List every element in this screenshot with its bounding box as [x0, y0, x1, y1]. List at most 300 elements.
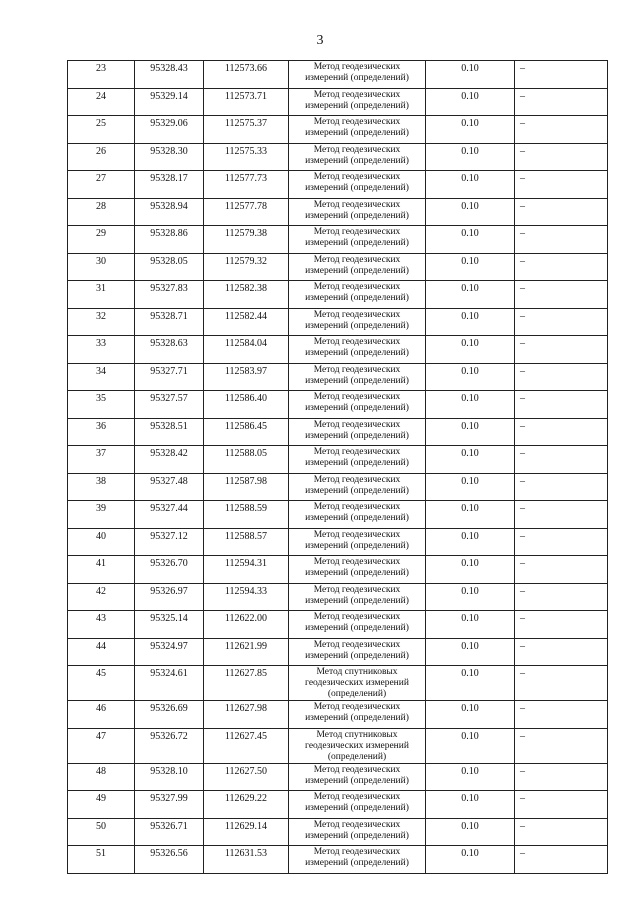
note-cell [515, 611, 608, 639]
error-cell-text: 0.10 [461, 310, 479, 322]
error-cell-text: 0.10 [461, 703, 479, 714]
x-coordinate-cell [135, 116, 204, 144]
method-cell [289, 763, 426, 791]
note-cell-text: – [520, 640, 525, 652]
method-cell-text: Метод геодезических измерений (определений) [305, 227, 409, 248]
y-coordinate-cell [204, 336, 289, 364]
table-row [68, 391, 608, 419]
table-row [68, 281, 608, 309]
method-cell-text: Метод геодезических измерений (определений) [305, 282, 409, 303]
point-number-cell [68, 418, 135, 446]
y-coordinate-cell-text: 112573.66 [224, 63, 268, 74]
note-cell [515, 473, 608, 501]
table-row [68, 226, 608, 254]
note-cell [515, 763, 608, 791]
note-cell-text: – [520, 63, 525, 74]
error-cell-text: 0.10 [461, 448, 479, 459]
x-coordinate-cell [135, 61, 204, 89]
method-cell-text: Метод геодезических измерений (определений) [305, 474, 409, 496]
point-number-cell-text: 48 [96, 765, 106, 777]
error-cell-text: 0.10 [461, 173, 479, 184]
y-coordinate-cell [204, 846, 289, 874]
x-coordinate-cell-text: 95328.05 [150, 255, 188, 267]
error-cell [426, 611, 515, 639]
error-cell [426, 171, 515, 199]
note-cell [515, 728, 608, 763]
note-cell [515, 638, 608, 666]
note-cell-text: – [520, 730, 525, 742]
y-coordinate-cell [204, 116, 289, 144]
note-cell [515, 418, 608, 446]
point-number-cell-text: 38 [96, 475, 106, 487]
point-number-cell-text: 39 [96, 503, 106, 514]
error-cell-text: 0.10 [461, 228, 479, 239]
y-coordinate-cell-text: 112594.33 [224, 585, 268, 597]
y-coordinate-cell [204, 61, 289, 89]
point-number-cell [68, 556, 135, 584]
error-cell-text: 0.10 [461, 640, 479, 652]
point-number-cell-text: 44 [96, 640, 106, 652]
x-coordinate-cell-text: 95324.61 [150, 668, 188, 679]
point-number-cell-text: 36 [96, 420, 106, 432]
table-row [68, 583, 608, 611]
x-coordinate-cell [135, 638, 204, 666]
error-cell-text: 0.10 [461, 668, 479, 679]
method-cell-text: Метод геодезических измерений (определений) [305, 337, 409, 358]
table-row [68, 308, 608, 336]
table-row [68, 446, 608, 474]
y-coordinate-cell-text: 112579.38 [224, 228, 268, 239]
x-coordinate-cell-text: 95326.69 [150, 703, 188, 714]
table-row [68, 638, 608, 666]
x-coordinate-cell [135, 791, 204, 819]
error-cell-text: 0.10 [461, 118, 479, 129]
method-cell-text: Метод спутниковых геодезических измерений (определений) [305, 729, 409, 762]
error-cell [426, 473, 515, 501]
y-coordinate-cell-text: 112627.50 [224, 765, 268, 777]
table-row [68, 528, 608, 556]
y-coordinate-cell [204, 88, 289, 116]
note-cell-text: – [520, 255, 525, 267]
y-coordinate-cell [204, 198, 289, 226]
x-coordinate-cell [135, 88, 204, 116]
method-cell-text: Метод геодезических измерений (определений) [305, 172, 409, 193]
method-cell [289, 701, 426, 729]
x-coordinate-cell [135, 418, 204, 446]
table-row [68, 61, 608, 89]
coordinates-table [67, 60, 608, 874]
error-cell [426, 446, 515, 474]
x-coordinate-cell [135, 391, 204, 419]
table-row [68, 473, 608, 501]
y-coordinate-cell [204, 171, 289, 199]
method-cell [289, 728, 426, 763]
note-cell-text: – [520, 365, 525, 377]
table-row [68, 171, 608, 199]
point-number-cell [68, 611, 135, 639]
x-coordinate-cell [135, 583, 204, 611]
table-row [68, 818, 608, 846]
method-cell-text: Метод геодезических измерений (определений) [305, 529, 409, 551]
y-coordinate-cell-text: 112621.99 [224, 640, 268, 652]
point-number-cell [68, 336, 135, 364]
x-coordinate-cell-text: 95327.44 [150, 503, 188, 514]
error-cell-text: 0.10 [461, 365, 479, 377]
note-cell-text: – [520, 558, 525, 569]
error-cell [426, 198, 515, 226]
y-coordinate-cell-text: 112577.78 [224, 200, 268, 212]
x-coordinate-cell [135, 143, 204, 171]
note-cell [515, 171, 608, 199]
point-number-cell [68, 198, 135, 226]
point-number-cell-text: 34 [96, 365, 106, 377]
error-cell-text: 0.10 [461, 475, 479, 487]
y-coordinate-cell [204, 143, 289, 171]
x-coordinate-cell-text: 95326.56 [150, 848, 188, 859]
x-coordinate-cell [135, 336, 204, 364]
method-cell-text: Метод геодезических измерений (определений) [305, 144, 409, 166]
y-coordinate-cell [204, 281, 289, 309]
error-cell [426, 226, 515, 254]
point-number-cell-text: 42 [96, 585, 106, 597]
point-number-cell-text: 35 [96, 393, 106, 404]
table-row [68, 253, 608, 281]
point-number-cell [68, 666, 135, 701]
point-number-cell-text: 26 [96, 145, 106, 157]
error-cell-text: 0.10 [461, 90, 479, 102]
point-number-cell-text: 51 [96, 848, 106, 859]
method-cell-text: Метод геодезических измерений (определений) [305, 584, 409, 606]
point-number-cell [68, 791, 135, 819]
point-number-cell [68, 61, 135, 89]
error-cell [426, 791, 515, 819]
point-number-cell [68, 391, 135, 419]
method-cell [289, 418, 426, 446]
x-coordinate-cell [135, 763, 204, 791]
error-cell [426, 528, 515, 556]
method-cell [289, 638, 426, 666]
table-row [68, 556, 608, 584]
y-coordinate-cell-text: 112583.97 [224, 365, 268, 377]
x-coordinate-cell-text: 95328.94 [150, 200, 188, 212]
method-cell-text: Метод геодезических измерений (определений) [305, 702, 409, 723]
point-number-cell [68, 818, 135, 846]
note-cell [515, 61, 608, 89]
point-number-cell-text: 33 [96, 338, 106, 349]
method-cell [289, 226, 426, 254]
method-cell-text: Метод геодезических измерений (определений) [305, 447, 409, 468]
x-coordinate-cell [135, 171, 204, 199]
method-cell [289, 528, 426, 556]
y-coordinate-cell [204, 308, 289, 336]
error-cell-text: 0.10 [461, 503, 479, 514]
y-coordinate-cell-text: 112631.53 [224, 848, 268, 859]
x-coordinate-cell [135, 666, 204, 701]
note-cell-text: – [520, 530, 525, 542]
error-cell [426, 728, 515, 763]
point-number-cell-text: 27 [96, 173, 106, 184]
x-coordinate-cell-text: 95327.71 [150, 365, 188, 377]
y-coordinate-cell [204, 473, 289, 501]
error-cell-text: 0.10 [461, 255, 479, 267]
error-cell-text: 0.10 [461, 63, 479, 74]
method-cell-text: Метод геодезических измерений (определений) [305, 364, 409, 386]
x-coordinate-cell-text: 95328.30 [150, 145, 188, 157]
x-coordinate-cell [135, 528, 204, 556]
y-coordinate-cell-text: 112627.98 [224, 703, 268, 714]
method-cell [289, 143, 426, 171]
table-row [68, 198, 608, 226]
y-coordinate-cell-text: 112586.40 [224, 393, 268, 404]
table-row [68, 846, 608, 874]
note-cell-text: – [520, 503, 525, 514]
method-cell-text: Метод геодезических измерений (определений) [305, 199, 409, 221]
method-cell [289, 818, 426, 846]
x-coordinate-cell-text: 95328.17 [150, 173, 188, 184]
method-cell [289, 846, 426, 874]
method-cell [289, 363, 426, 391]
point-number-cell [68, 583, 135, 611]
note-cell [515, 226, 608, 254]
y-coordinate-cell [204, 363, 289, 391]
error-cell [426, 88, 515, 116]
table-row [68, 143, 608, 171]
point-number-cell [68, 501, 135, 529]
method-cell-text: Метод геодезических измерений (определений) [305, 557, 409, 578]
error-cell-text: 0.10 [461, 420, 479, 432]
error-cell-text: 0.10 [461, 765, 479, 777]
x-coordinate-cell-text: 95326.71 [150, 820, 188, 832]
x-coordinate-cell-text: 95328.10 [150, 765, 188, 777]
note-cell-text: – [520, 765, 525, 777]
method-cell [289, 281, 426, 309]
y-coordinate-cell-text: 112594.31 [224, 558, 268, 569]
y-coordinate-cell [204, 666, 289, 701]
note-cell [515, 281, 608, 309]
error-cell [426, 818, 515, 846]
note-cell [515, 446, 608, 474]
method-cell-text: Метод геодезических измерений (определений) [305, 309, 409, 331]
error-cell-text: 0.10 [461, 200, 479, 212]
error-cell [426, 583, 515, 611]
x-coordinate-cell-text: 95328.43 [150, 63, 188, 74]
point-number-cell [68, 763, 135, 791]
error-cell [426, 253, 515, 281]
x-coordinate-cell-text: 95328.71 [150, 310, 188, 322]
error-cell [426, 363, 515, 391]
x-coordinate-cell-text: 95328.63 [150, 338, 188, 349]
point-number-cell-text: 32 [96, 310, 106, 322]
x-coordinate-cell-text: 95327.12 [150, 530, 188, 542]
coordinates-table-body [68, 61, 608, 874]
note-cell-text: – [520, 173, 525, 184]
point-number-cell-text: 29 [96, 228, 106, 239]
table-row [68, 666, 608, 701]
y-coordinate-cell [204, 763, 289, 791]
y-coordinate-cell [204, 611, 289, 639]
point-number-cell [68, 88, 135, 116]
y-coordinate-cell [204, 556, 289, 584]
point-number-cell [68, 253, 135, 281]
x-coordinate-cell-text: 95329.06 [150, 118, 188, 129]
note-cell [515, 583, 608, 611]
point-number-cell-text: 30 [96, 255, 106, 267]
note-cell-text: – [520, 310, 525, 322]
point-number-cell-text: 24 [96, 90, 106, 102]
y-coordinate-cell-text: 112579.32 [224, 255, 268, 267]
table-row [68, 791, 608, 819]
table-row [68, 336, 608, 364]
point-number-cell-text: 37 [96, 448, 106, 459]
note-cell [515, 116, 608, 144]
note-cell-text: – [520, 475, 525, 487]
error-cell [426, 638, 515, 666]
error-cell-text: 0.10 [461, 145, 479, 157]
x-coordinate-cell [135, 281, 204, 309]
point-number-cell [68, 281, 135, 309]
note-cell-text: – [520, 118, 525, 129]
error-cell-text: 0.10 [461, 848, 479, 859]
y-coordinate-cell [204, 226, 289, 254]
x-coordinate-cell-text: 95327.99 [150, 793, 188, 804]
y-coordinate-cell-text: 112586.45 [224, 420, 268, 432]
note-cell-text: – [520, 393, 525, 404]
x-coordinate-cell-text: 95324.97 [150, 640, 188, 652]
x-coordinate-cell [135, 198, 204, 226]
error-cell [426, 308, 515, 336]
note-cell [515, 791, 608, 819]
x-coordinate-cell [135, 308, 204, 336]
y-coordinate-cell [204, 391, 289, 419]
x-coordinate-cell [135, 728, 204, 763]
error-cell [426, 763, 515, 791]
error-cell-text: 0.10 [461, 793, 479, 804]
x-coordinate-cell [135, 818, 204, 846]
table-row [68, 116, 608, 144]
error-cell [426, 61, 515, 89]
point-number-cell-text: 46 [96, 703, 106, 714]
error-cell [426, 846, 515, 874]
error-cell [426, 143, 515, 171]
point-number-cell [68, 528, 135, 556]
x-coordinate-cell-text: 95328.42 [150, 448, 188, 459]
note-cell-text: – [520, 613, 525, 624]
method-cell-text: Метод геодезических измерений (определений) [305, 819, 409, 841]
x-coordinate-cell-text: 95328.51 [150, 420, 188, 432]
y-coordinate-cell-text: 112588.59 [224, 503, 268, 514]
note-cell-text: – [520, 793, 525, 804]
x-coordinate-cell-text: 95326.97 [150, 585, 188, 597]
note-cell-text: – [520, 338, 525, 349]
table-row [68, 418, 608, 446]
method-cell-text: Метод геодезических измерений (определений) [305, 764, 409, 786]
table-row [68, 88, 608, 116]
point-number-cell [68, 446, 135, 474]
x-coordinate-cell [135, 363, 204, 391]
x-coordinate-cell [135, 846, 204, 874]
y-coordinate-cell-text: 112575.37 [224, 118, 268, 129]
note-cell-text: – [520, 668, 525, 679]
method-cell-text: Метод геодезических измерений (определений) [305, 89, 409, 111]
x-coordinate-cell [135, 473, 204, 501]
x-coordinate-cell [135, 501, 204, 529]
note-cell [515, 198, 608, 226]
point-number-cell-text: 40 [96, 530, 106, 542]
point-number-cell-text: 45 [96, 668, 106, 679]
note-cell [515, 391, 608, 419]
y-coordinate-cell-text: 112582.44 [224, 310, 268, 322]
y-coordinate-cell [204, 791, 289, 819]
x-coordinate-cell-text: 95325.14 [150, 613, 188, 624]
error-cell [426, 116, 515, 144]
method-cell [289, 253, 426, 281]
error-cell-text: 0.10 [461, 730, 479, 742]
table-row [68, 611, 608, 639]
y-coordinate-cell-text: 112573.71 [224, 90, 268, 102]
note-cell-text: – [520, 145, 525, 157]
y-coordinate-cell-text: 112627.85 [224, 668, 268, 679]
method-cell [289, 171, 426, 199]
x-coordinate-cell [135, 253, 204, 281]
point-number-cell-text: 23 [96, 63, 106, 74]
note-cell [515, 88, 608, 116]
table-row [68, 501, 608, 529]
error-cell-text: 0.10 [461, 283, 479, 294]
x-coordinate-cell [135, 446, 204, 474]
table-row [68, 701, 608, 729]
point-number-cell-text: 41 [96, 558, 106, 569]
point-number-cell [68, 143, 135, 171]
error-cell-text: 0.10 [461, 820, 479, 832]
method-cell [289, 501, 426, 529]
y-coordinate-cell-text: 112588.05 [224, 448, 268, 459]
method-cell [289, 473, 426, 501]
point-number-cell [68, 728, 135, 763]
error-cell [426, 336, 515, 364]
error-cell-text: 0.10 [461, 613, 479, 624]
point-number-cell [68, 846, 135, 874]
y-coordinate-cell [204, 818, 289, 846]
note-cell-text: – [520, 448, 525, 459]
y-coordinate-cell [204, 418, 289, 446]
y-coordinate-cell-text: 112629.22 [224, 793, 268, 804]
note-cell-text: – [520, 585, 525, 597]
note-cell-text: – [520, 848, 525, 859]
note-cell [515, 556, 608, 584]
x-coordinate-cell-text: 95327.48 [150, 475, 188, 487]
point-number-cell-text: 43 [96, 613, 106, 624]
y-coordinate-cell [204, 253, 289, 281]
error-cell-text: 0.10 [461, 558, 479, 569]
method-cell [289, 61, 426, 89]
point-number-cell-text: 28 [96, 200, 106, 212]
y-coordinate-cell-text: 112584.04 [224, 338, 268, 349]
x-coordinate-cell-text: 95327.57 [150, 393, 188, 404]
y-coordinate-cell-text: 112629.14 [224, 820, 268, 832]
point-number-cell [68, 363, 135, 391]
point-number-cell [68, 116, 135, 144]
error-cell [426, 556, 515, 584]
method-cell-text: Метод геодезических измерений (определений) [305, 419, 409, 441]
x-coordinate-cell-text: 95328.86 [150, 228, 188, 239]
point-number-cell-text: 25 [96, 118, 106, 129]
note-cell [515, 501, 608, 529]
note-cell-text: – [520, 820, 525, 832]
error-cell [426, 666, 515, 701]
y-coordinate-cell [204, 446, 289, 474]
method-cell [289, 116, 426, 144]
method-cell-text: Метод спутниковых геодезических измерений (определений) [305, 667, 409, 699]
